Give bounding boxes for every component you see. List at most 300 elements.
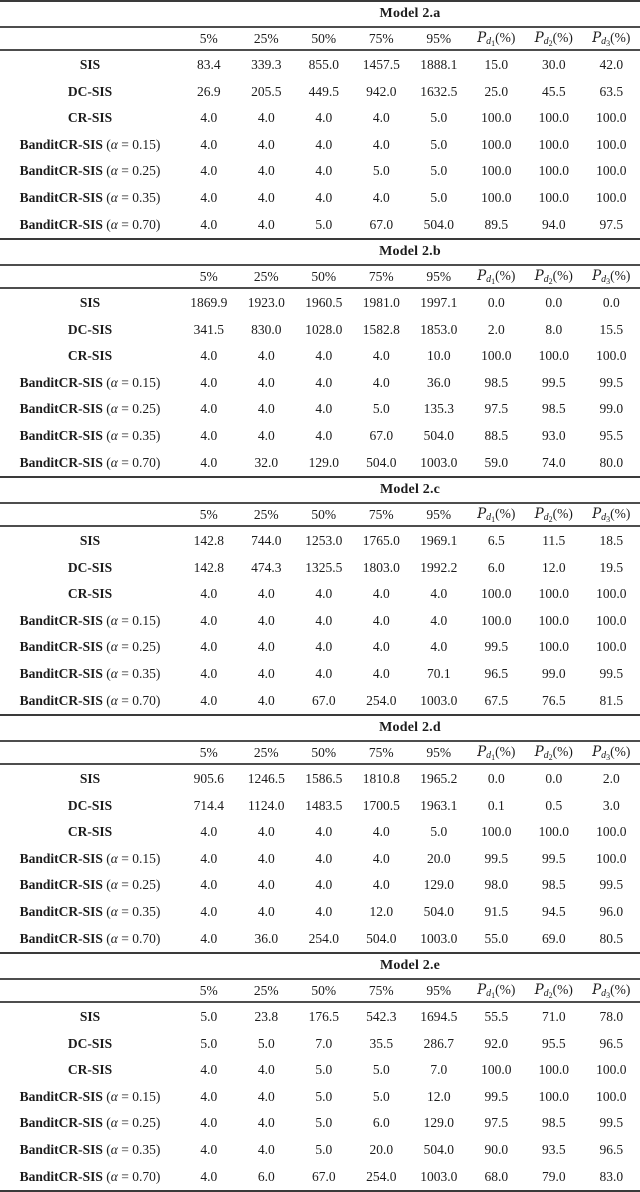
data-row [0,78,640,105]
value-cell: 4.0 [257,401,275,417]
p-percent-suffix: (%) [552,267,573,283]
value-cell: 5.0 [315,216,333,232]
method-name: BanditCR-SIS [19,904,103,920]
value-cell: 15.5 [599,321,624,337]
value-cell: 100.0 [596,348,627,364]
method-label-cell [0,343,180,370]
value-cell: 176.5 [308,1008,339,1024]
script-p: P [534,505,544,522]
value-cell: 4.0 [372,136,390,152]
p-subscript-d: d [543,987,549,999]
value-cell: 942.0 [366,83,397,99]
method-label-cell [0,78,180,105]
value-cell: 4.0 [372,824,390,840]
value-cell: 98.5 [541,877,566,893]
value-cell: 4.0 [372,666,390,682]
value-cell: 7.0 [430,1062,448,1078]
p-subscript-d: d [543,511,549,523]
value-cell: 205.5 [251,83,282,99]
value-cell: 1997.1 [420,294,458,310]
value-cell: 339.3 [251,56,282,72]
script-p: P [592,743,602,760]
value-cell: 91.5 [484,904,509,920]
data-row [0,661,640,688]
data-row [0,608,640,635]
alpha-symbol: α [110,1142,118,1158]
model-title: Model 2.d [379,720,441,735]
value-cell: 4.0 [257,110,275,126]
method-label-cell [0,554,180,581]
value-cell: 4.0 [315,190,333,206]
value-cell: 2.0 [487,321,505,337]
value-cell: 5.0 [315,1142,333,1158]
value-cell: 100.0 [596,586,627,602]
alpha-parameter: (α = 0.70) [106,930,161,946]
value-cell: 6.0 [257,1168,275,1184]
p-detect-header [525,266,583,288]
value-cell: 1810.8 [362,770,400,786]
value-cell: 100.0 [538,136,569,152]
value-cell: 100.0 [481,110,512,126]
value-cell: 0.5 [545,797,563,813]
value-cell: 95.5 [541,1035,566,1051]
value-cell: 99.5 [541,374,566,390]
value-cell: 4.0 [315,639,333,655]
method-label-cell [0,661,180,688]
value-cell: 830.0 [251,321,282,337]
value-cell: 4.0 [372,612,390,628]
method-name: SIS [79,56,101,72]
script-p: P [477,981,487,998]
alpha-parameter: (α = 0.25) [106,1115,161,1131]
alpha-parameter: (α = 0.25) [106,163,161,179]
data-row [0,925,640,952]
p-percent-suffix: (%) [495,267,516,283]
value-cell: 35.5 [369,1035,394,1051]
value-cell: 1003.0 [420,1168,458,1184]
value-cell: 4.0 [257,190,275,206]
value-cell: 4.0 [257,586,275,602]
value-cell: 129.0 [423,1115,454,1131]
value-cell: 67.0 [311,1168,336,1184]
value-cell: 5.0 [372,401,390,417]
p-percent-suffix: (%) [552,505,573,521]
p-subscript-d: d [543,273,549,285]
value-cell: 4.0 [315,824,333,840]
value-cell: 1028.0 [305,321,343,337]
method-name: BanditCR-SIS [19,163,103,179]
value-cell: 4.0 [372,348,390,364]
value-cell: 96.0 [599,904,624,920]
value-cell: 100.0 [596,612,627,628]
value-cell: 96.5 [599,1035,624,1051]
alpha-parameter: (α = 0.25) [106,401,161,417]
value-cell: 88.5 [484,428,509,444]
value-cell: 504.0 [423,904,454,920]
value-cell: 100.0 [596,190,627,206]
data-row [0,1057,640,1084]
value-cell: 4.0 [200,666,218,682]
value-cell: 4.0 [315,374,333,390]
value-cell: 4.0 [315,612,333,628]
percentile-header: 5% [180,742,238,764]
value-cell: 142.8 [193,532,224,548]
value-cell: 4.0 [315,136,333,152]
alpha-parameter: (α = 0.25) [106,877,161,893]
p-subscript-index: 2 [548,514,553,524]
value-cell: 4.0 [315,428,333,444]
method-label-cell [0,819,180,846]
p-subscript-index: 3 [606,514,611,524]
value-cell: 4.0 [315,666,333,682]
method-name: CR-SIS [67,110,113,126]
alpha-symbol: α [110,612,118,628]
alpha-symbol: α [110,904,118,920]
p-subscript-index: 1 [491,276,496,286]
results-table [0,28,640,238]
value-cell: 5.0 [372,1088,390,1104]
method-name: BanditCR-SIS [19,374,103,390]
value-cell: 4.0 [257,612,275,628]
value-cell: 12.0 [541,559,566,575]
method-label-cell [0,132,180,159]
model-table-block [0,238,640,476]
data-row [0,423,640,450]
p-subscript-index: 2 [548,990,553,1000]
p-detect-header [583,980,640,1002]
method-name: BanditCR-SIS [19,692,103,708]
p-subscript-index: 1 [491,752,496,762]
value-cell: 78.0 [599,1008,624,1024]
value-cell: 98.5 [541,1115,566,1131]
percentile-header: 25% [238,28,296,50]
alpha-parameter: (α = 0.15) [106,612,161,628]
alpha-parameter: (α = 0.15) [106,850,161,866]
value-cell: 4.0 [200,348,218,364]
script-p: P [534,743,544,760]
value-cell: 100.0 [481,190,512,206]
value-cell: 4.0 [257,348,275,364]
alpha-symbol: α [110,639,118,655]
value-cell: 4.0 [200,1062,218,1078]
model-title-row [0,716,640,742]
value-cell: 449.5 [308,83,339,99]
value-cell: 55.5 [484,1008,509,1024]
value-cell: 4.0 [430,586,448,602]
method-label-cell [0,1084,180,1111]
value-cell: 4.0 [200,163,218,179]
script-p: P [477,267,487,284]
value-cell: 69.0 [541,930,566,946]
value-cell: 4.0 [200,454,218,470]
percentile-header: 50% [295,504,353,526]
value-cell: 4.0 [430,612,448,628]
value-cell: 4.0 [315,348,333,364]
data-row [0,792,640,819]
alpha-symbol: α [110,136,118,152]
alpha-symbol: α [110,1168,118,1184]
value-cell: 100.0 [481,824,512,840]
value-cell: 100.0 [481,136,512,152]
method-name: CR-SIS [67,1062,113,1078]
method-name: BanditCR-SIS [19,1088,103,1104]
alpha-parameter: (α = 0.25) [106,639,161,655]
value-cell: 1003.0 [420,692,458,708]
method-name: BanditCR-SIS [19,454,103,470]
method-label-cell [0,581,180,608]
value-cell: 4.0 [200,401,218,417]
p-percent-suffix: (%) [552,743,573,759]
script-p: P [477,505,487,522]
value-cell: 100.0 [596,1062,627,1078]
p-percent-suffix: (%) [495,743,516,759]
value-cell: 1457.5 [362,56,400,72]
model-title-row [0,478,640,504]
value-cell: 744.0 [251,532,282,548]
value-cell: 89.5 [484,216,509,232]
value-cell: 4.0 [257,824,275,840]
value-cell: 4.0 [200,692,218,708]
alpha-symbol: α [110,374,118,390]
model-title: Model 2.c [379,482,441,497]
model-table-block [0,0,640,238]
value-cell: 0.0 [487,770,505,786]
value-cell: 1969.1 [420,532,458,548]
value-cell: 4.0 [257,374,275,390]
method-label-cell [0,185,180,212]
data-row [0,687,640,714]
value-cell: 4.0 [315,904,333,920]
p-subscript-d: d [486,987,492,999]
value-cell: 3.0 [602,797,620,813]
method-name: BanditCR-SIS [19,666,103,682]
p-percent-suffix: (%) [610,505,631,521]
p-subscript-d: d [601,273,607,285]
alpha-symbol: α [110,190,118,206]
value-cell: 67.0 [311,692,336,708]
method-name: CR-SIS [67,348,113,364]
value-cell: 0.0 [545,770,563,786]
alpha-symbol: α [110,1088,118,1104]
value-cell: 45.5 [541,83,566,99]
value-cell: 254.0 [366,1168,397,1184]
data-row [0,634,640,661]
alpha-symbol: α [110,428,118,444]
percentile-header: 5% [180,980,238,1002]
value-cell: 59.0 [484,454,509,470]
value-cell: 11.5 [542,532,566,548]
value-cell: 100.0 [538,824,569,840]
method-name: SIS [79,1008,101,1024]
method-label-cell [0,288,180,316]
value-cell: 100.0 [596,110,627,126]
script-p: P [592,29,602,46]
value-cell: 4.0 [200,930,218,946]
value-cell: 5.0 [430,163,448,179]
p-percent-suffix: (%) [610,981,631,997]
value-cell: 100.0 [538,639,569,655]
value-cell: 55.0 [484,930,509,946]
value-cell: 4.0 [372,639,390,655]
value-cell: 100.0 [538,612,569,628]
method-label-cell [0,1030,180,1057]
alpha-symbol: α [110,930,118,946]
value-cell: 4.0 [257,1115,275,1131]
value-cell: 4.0 [257,216,275,232]
value-cell: 4.0 [200,136,218,152]
value-cell: 74.0 [541,454,566,470]
value-cell: 1981.0 [362,294,400,310]
value-cell: 79.0 [541,1168,566,1184]
alpha-symbol: α [110,1115,118,1131]
method-label-cell [0,899,180,926]
value-cell: 12.0 [369,904,394,920]
data-row [0,370,640,397]
value-cell: 67.0 [369,216,394,232]
value-cell: 93.0 [541,428,566,444]
script-p: P [534,267,544,284]
data-row [0,396,640,423]
model-table-block [0,714,640,952]
value-cell: 4.0 [257,692,275,708]
value-cell: 100.0 [538,110,569,126]
value-cell: 5.0 [200,1008,218,1024]
value-cell: 96.5 [599,1142,624,1158]
value-cell: 4.0 [200,639,218,655]
alpha-symbol: α [110,216,118,232]
value-cell: 1632.5 [420,83,458,99]
value-cell: 30.0 [541,56,566,72]
value-cell: 5.0 [430,136,448,152]
results-table [0,504,640,714]
value-cell: 254.0 [308,930,339,946]
value-cell: 4.0 [200,850,218,866]
percentile-header: 95% [410,266,468,288]
results-table [0,980,640,1190]
data-row [0,50,640,78]
header-row [0,980,640,1002]
value-cell: 1246.5 [247,770,285,786]
value-cell: 4.0 [315,110,333,126]
value-cell: 36.0 [426,374,451,390]
p-detect-header [525,504,583,526]
alpha-symbol: α [110,692,118,708]
value-cell: 6.0 [372,1115,390,1131]
method-label-cell [0,1137,180,1164]
percentile-header: 5% [180,504,238,526]
data-row [0,554,640,581]
value-cell: 5.0 [430,824,448,840]
model-title-row [0,954,640,980]
value-cell: 5.0 [315,1088,333,1104]
value-cell: 1325.5 [305,559,343,575]
value-cell: 26.9 [196,83,221,99]
value-cell: 100.0 [596,136,627,152]
alpha-parameter: (α = 0.35) [106,904,161,920]
value-cell: 99.5 [599,666,624,682]
value-cell: 81.5 [599,692,624,708]
data-row [0,1030,640,1057]
alpha-parameter: (α = 0.70) [106,454,161,470]
data-row [0,899,640,926]
value-cell: 4.0 [200,1088,218,1104]
p-subscript-index: 2 [548,752,553,762]
value-cell: 67.5 [484,692,509,708]
value-cell: 1853.0 [420,321,458,337]
value-cell: 286.7 [423,1035,454,1051]
value-cell: 542.3 [366,1008,397,1024]
method-label-cell [0,50,180,78]
p-subscript-d: d [543,35,549,47]
p-subscript-index: 3 [606,752,611,762]
percentile-header: 75% [353,980,411,1002]
p-subscript-d: d [486,35,492,47]
percentile-header: 75% [353,504,411,526]
value-cell: 4.0 [200,1115,218,1131]
p-percent-suffix: (%) [552,29,573,45]
value-cell: 20.0 [369,1142,394,1158]
value-cell: 19.5 [599,559,624,575]
value-cell: 99.5 [599,1115,624,1131]
value-cell: 4.0 [257,877,275,893]
value-cell: 100.0 [538,1088,569,1104]
value-cell: 4.0 [200,110,218,126]
header-row [0,266,640,288]
value-cell: 5.0 [372,163,390,179]
percentile-header: 95% [410,504,468,526]
value-cell: 1003.0 [420,454,458,470]
value-cell: 4.0 [315,401,333,417]
value-cell: 96.5 [484,666,509,682]
value-cell: 76.5 [541,692,566,708]
method-name: BanditCR-SIS [19,850,103,866]
data-row [0,846,640,873]
p-subscript-index: 1 [491,514,496,524]
data-row [0,1110,640,1137]
alpha-parameter: (α = 0.70) [106,216,161,232]
method-name: DC-SIS [67,83,113,99]
alpha-symbol: α [110,666,118,682]
percentile-header: 50% [295,28,353,50]
p-detect-header [525,980,583,1002]
model-title-row [0,240,640,266]
value-cell: 6.5 [487,532,505,548]
model-title-row [0,2,640,28]
value-cell: 97.5 [484,1115,509,1131]
data-row [0,449,640,476]
method-label-cell [0,316,180,343]
method-name: DC-SIS [67,1035,113,1051]
method-name: BanditCR-SIS [19,612,103,628]
value-cell: 714.4 [193,797,224,813]
value-cell: 98.5 [541,401,566,417]
value-cell: 4.0 [257,666,275,682]
model-title: Model 2.e [379,958,441,973]
data-row [0,211,640,238]
method-name: BanditCR-SIS [19,428,103,444]
method-name: BanditCR-SIS [19,136,103,152]
value-cell: 100.0 [481,1062,512,1078]
value-cell: 4.0 [372,374,390,390]
value-cell: 4.0 [200,374,218,390]
p-percent-suffix: (%) [495,981,516,997]
alpha-parameter: (α = 0.35) [106,1142,161,1158]
value-cell: 4.0 [430,639,448,655]
method-label-cell [0,423,180,450]
value-cell: 100.0 [538,586,569,602]
value-cell: 341.5 [193,321,224,337]
value-cell: 4.0 [200,586,218,602]
